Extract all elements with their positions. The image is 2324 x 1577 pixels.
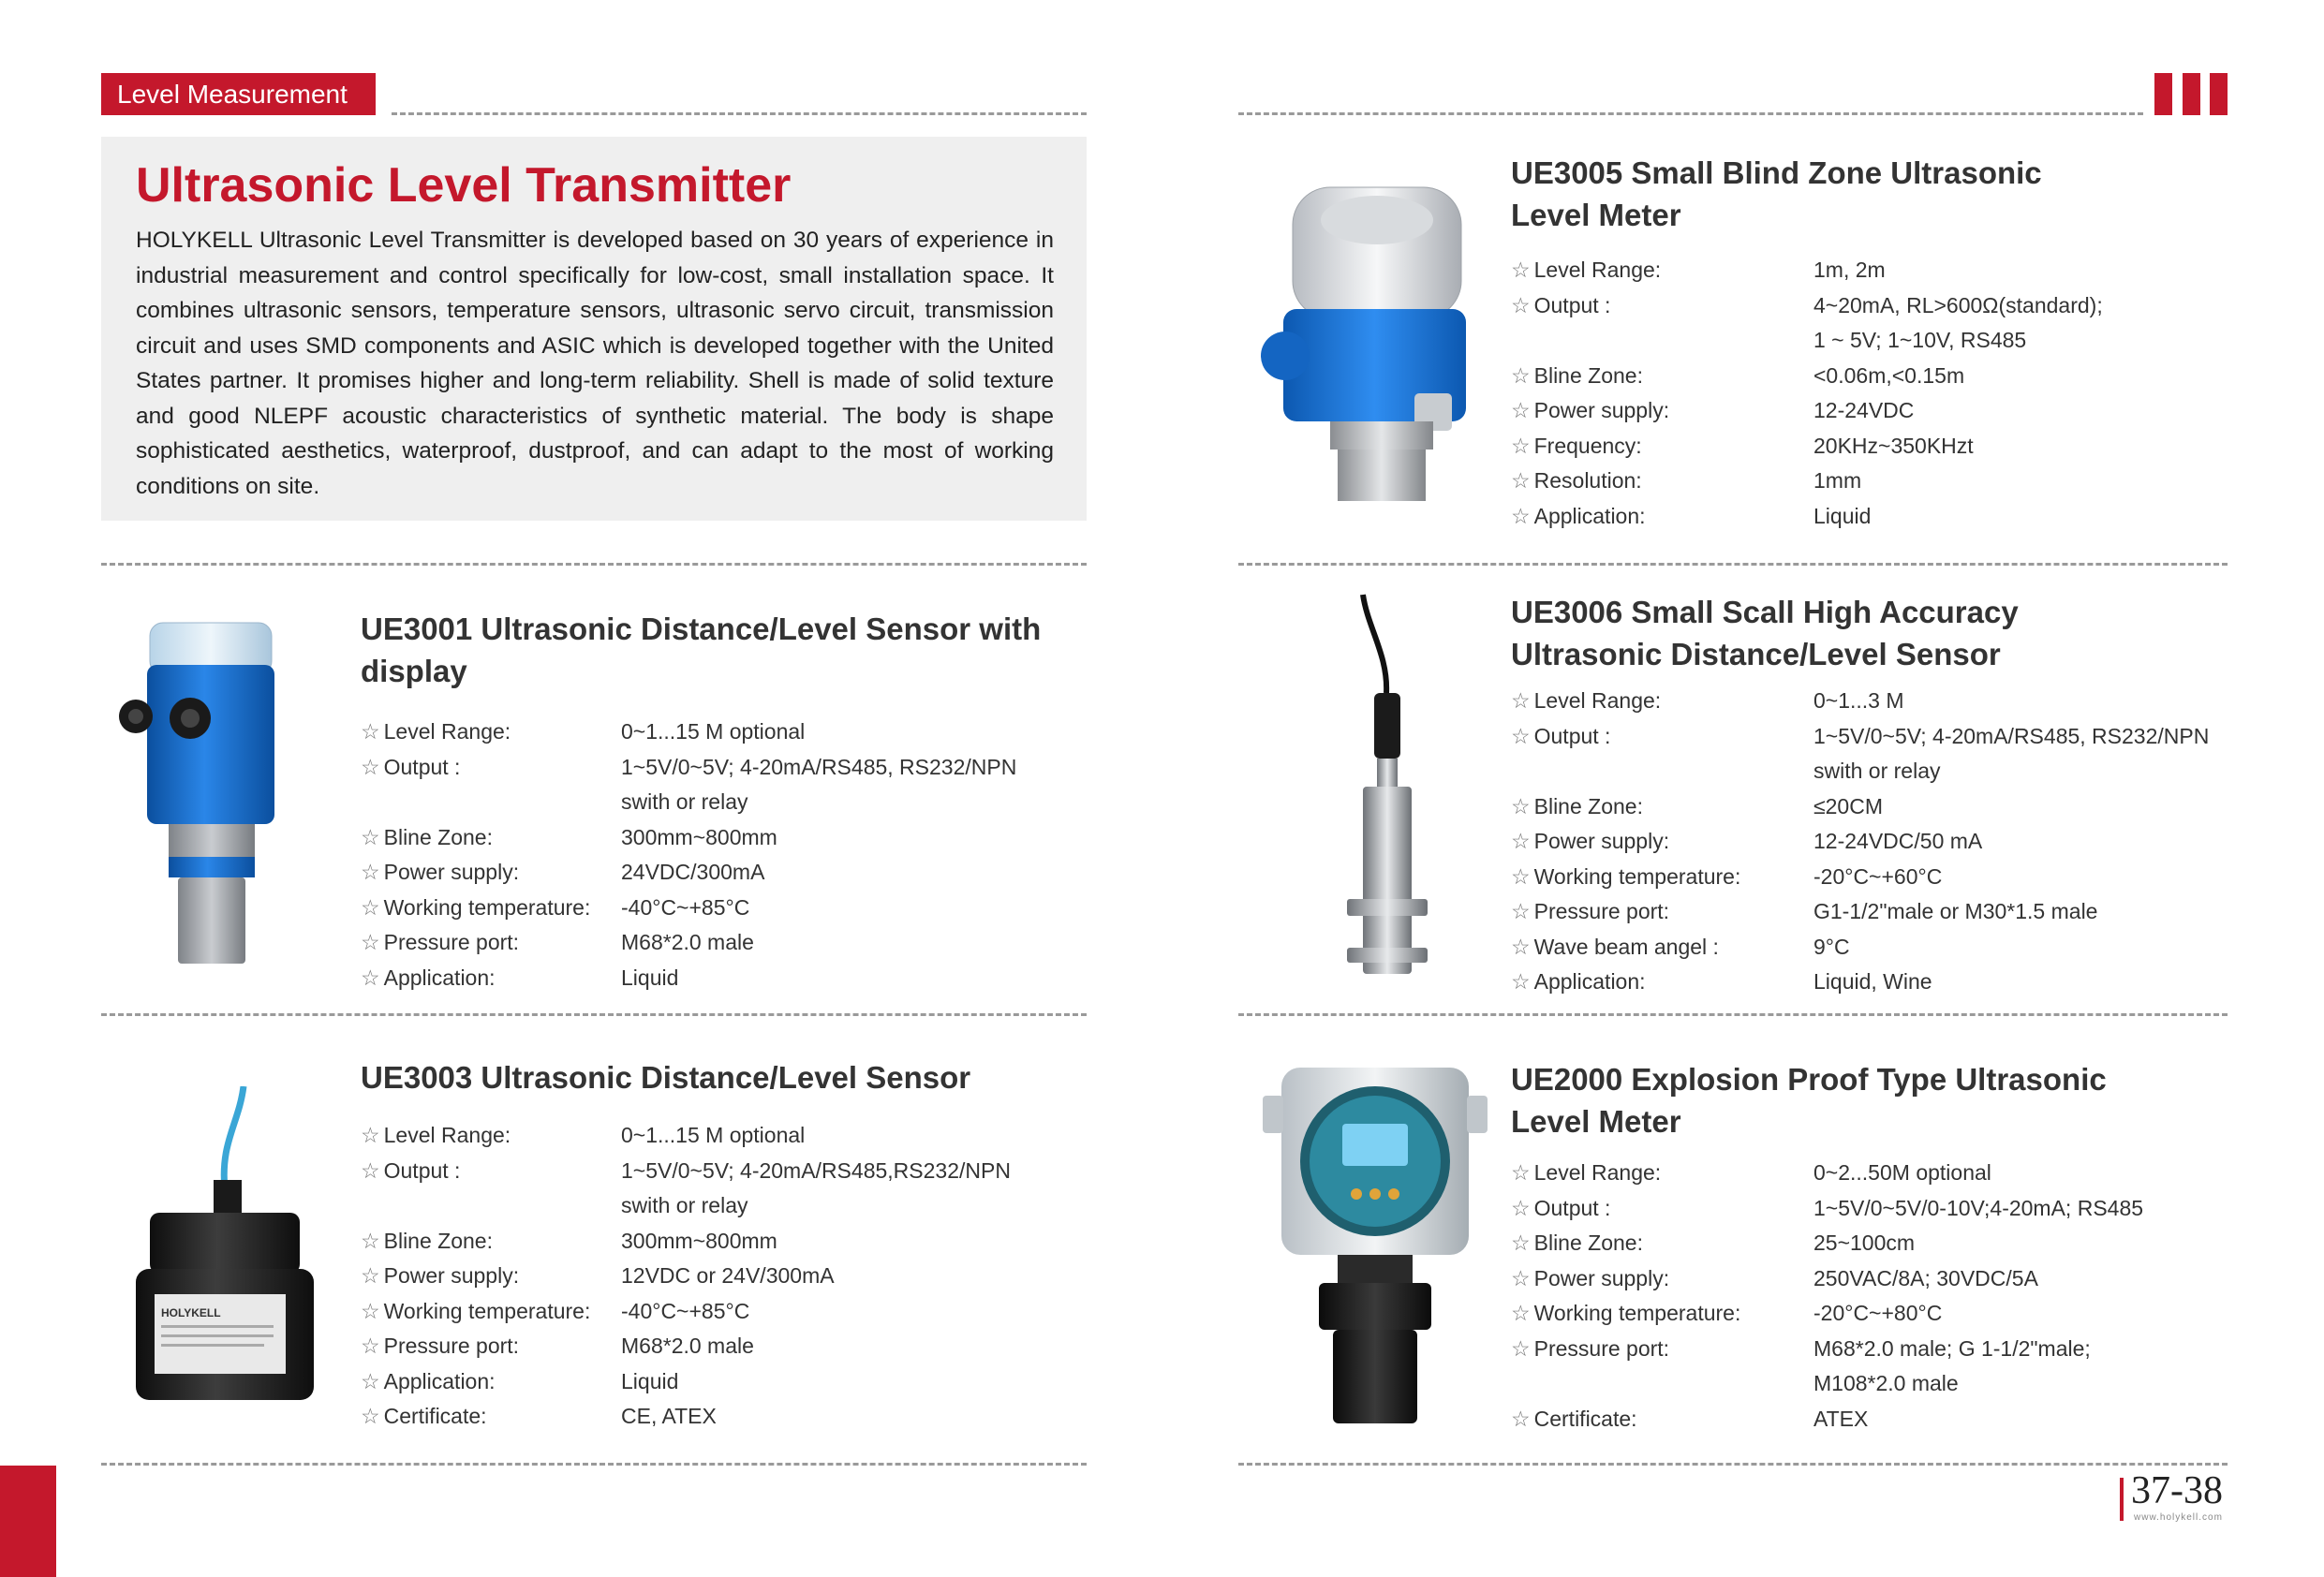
spec-label <box>361 1118 621 1154</box>
star-icon: ☆ <box>1511 292 1531 317</box>
spec-row <box>361 1188 1011 1224</box>
spec-label-text: Output : <box>1533 723 1611 748</box>
spec-label-text: Level Range: <box>383 719 511 744</box>
spec-label <box>361 891 621 926</box>
spec-label-text: Working temperature: <box>1533 863 1741 889</box>
spec-row <box>361 1259 1011 1294</box>
star-icon: ☆ <box>1511 1335 1531 1361</box>
spec-label <box>1511 1296 1813 1332</box>
spec-row <box>1511 464 2103 499</box>
spec-label-text: Bline Zone: <box>383 1228 493 1253</box>
star-icon: ☆ <box>1511 1195 1531 1220</box>
spec-label-text: Resolution: <box>1533 468 1642 493</box>
spec-label <box>1511 253 1813 288</box>
spec-value: 0~1...15 M optional <box>621 719 806 744</box>
spec-label <box>1511 894 1813 930</box>
spec-row <box>1511 860 2209 895</box>
spec-label <box>361 1329 621 1364</box>
spec-label-text: Power supply: <box>1533 1265 1670 1290</box>
spec-label-text: Bline Zone: <box>1533 793 1643 818</box>
spec-label <box>361 1154 621 1189</box>
spec-value: Liquid <box>621 1368 679 1393</box>
spec-value: Liquid <box>621 965 679 990</box>
ue2000-title <box>1511 1058 2223 1142</box>
ue3003-spec-list <box>361 1118 1011 1435</box>
spec-value: 1~5V/0~5V; 4-20mA/RS485, RS232/NPN <box>621 754 1017 779</box>
section-tag: Level Measurement <box>101 73 376 115</box>
star-icon: ☆ <box>361 1334 380 1358</box>
spec-label <box>361 715 621 750</box>
star-icon: ☆ <box>361 824 380 849</box>
spec-row <box>1511 323 2103 359</box>
spec-value: 4~20mA, RL>600Ω(standard); <box>1813 292 2103 317</box>
star-icon: ☆ <box>1511 503 1531 528</box>
ue3006-title <box>1511 591 2223 675</box>
spec-label <box>1511 359 1813 394</box>
ue3003-sensor-brand-label: HOLYKELL <box>161 1306 221 1319</box>
spec-value: -20°C~+80°C <box>1813 1301 1943 1325</box>
ue2000-spec-list <box>1511 1156 2143 1437</box>
spec-label <box>1511 860 1813 895</box>
spec-row <box>361 1329 1011 1364</box>
ue2000-title-line2: Level Meter <box>1511 1104 1681 1139</box>
spec-row <box>1511 1156 2143 1191</box>
spec-label-text: Pressure port: <box>1533 1335 1670 1361</box>
spec-label-text: Application: <box>383 1368 496 1393</box>
spec-label-text: Power supply: <box>383 1263 520 1288</box>
spec-label-text: Certificate: <box>383 1404 487 1428</box>
spec-value: M68*2.0 male; G 1-1/2"male; <box>1813 1335 2091 1361</box>
spec-row <box>1511 965 2209 1000</box>
page-title: Ultrasonic Level Transmitter <box>136 158 792 213</box>
spec-label-text: Pressure port: <box>383 930 520 954</box>
spec-row <box>361 1224 1011 1260</box>
spec-value: Liquid, Wine <box>1813 969 1932 994</box>
spec-row <box>361 855 1016 891</box>
spec-label-text: Output : <box>383 1157 461 1183</box>
star-icon: ☆ <box>361 1404 380 1428</box>
spec-label <box>1511 824 1813 860</box>
spec-label-text: Power supply: <box>1533 829 1670 853</box>
spec-row <box>361 1364 1011 1400</box>
spec-row <box>361 1154 1011 1189</box>
footer-url: www.holykell.com <box>2134 1512 2223 1523</box>
spec-value: 9°C <box>1813 934 1850 959</box>
spec-label <box>1511 965 1813 1000</box>
ue3001-title-line2: display <box>361 654 467 688</box>
spec-row <box>1511 930 2209 965</box>
ue3005-product-image <box>1255 178 1489 515</box>
divider <box>1238 563 2228 566</box>
star-icon: ☆ <box>361 860 380 884</box>
spec-label-text: Certificate: <box>1533 1406 1637 1431</box>
star-icon: ☆ <box>361 1263 380 1288</box>
star-icon: ☆ <box>1511 1231 1531 1255</box>
spec-row <box>1511 684 2209 719</box>
spec-value: 0~1...3 M <box>1813 688 1904 713</box>
spec-label-text: Pressure port: <box>383 1334 520 1358</box>
spec-value: 12VDC or 24V/300mA <box>621 1263 835 1288</box>
brand-bars-logo <box>2154 73 2228 115</box>
spec-label-text: Bline Zone: <box>383 824 493 849</box>
ue3006-title-line2: Ultrasonic Distance/Level Sensor <box>1511 637 2001 671</box>
spec-label <box>1511 754 1813 789</box>
star-icon: ☆ <box>361 754 380 779</box>
divider <box>101 1463 1087 1466</box>
divider <box>101 1013 1087 1016</box>
spec-value: 1mm <box>1813 468 1862 493</box>
spec-label <box>1511 1366 1813 1402</box>
spec-label <box>361 925 621 961</box>
spec-row <box>1511 1366 2143 1402</box>
spec-label-text: Pressure port: <box>1533 899 1670 923</box>
ue3005-title <box>1511 152 2223 236</box>
spec-label-text: Bline Zone: <box>1533 1231 1643 1255</box>
spec-label-text: Working temperature: <box>1533 1301 1741 1325</box>
star-icon: ☆ <box>361 965 380 990</box>
spec-row <box>1511 1402 2143 1437</box>
star-icon: ☆ <box>1511 1160 1531 1185</box>
spec-value: swith or relay <box>621 1193 748 1217</box>
spec-label-text: Level Range: <box>1533 688 1662 713</box>
star-icon: ☆ <box>361 719 380 744</box>
spec-label <box>1511 1156 1813 1191</box>
spec-label <box>1511 684 1813 719</box>
spec-label-text: Frequency: <box>1533 433 1642 458</box>
star-icon: ☆ <box>1511 433 1531 458</box>
spec-row <box>1511 393 2103 429</box>
star-icon: ☆ <box>1511 1406 1531 1431</box>
star-icon: ☆ <box>1511 1301 1531 1325</box>
star-icon: ☆ <box>361 1368 380 1393</box>
header-divider-right <box>1238 112 2143 115</box>
spec-row <box>1511 499 2103 535</box>
spec-row <box>361 785 1016 820</box>
spec-label-text: Working temperature: <box>383 894 591 920</box>
spec-row <box>1511 1226 2143 1261</box>
spec-value: 0~2...50M optional <box>1813 1160 1991 1185</box>
spec-label-text: Output : <box>383 754 461 779</box>
ue3003-product-image <box>131 1086 328 1405</box>
ue3003-title-line1: UE3003 Ultrasonic Distance/Level Sensor <box>361 1060 971 1095</box>
spec-value: 1 ~ 5V; 1~10V, RS485 <box>1813 328 2027 352</box>
spec-value: 20KHz~350KHzt <box>1813 433 1974 458</box>
spec-row <box>1511 253 2103 288</box>
spec-label <box>1511 1226 1813 1261</box>
star-icon: ☆ <box>1511 934 1531 959</box>
spec-label <box>1511 323 1813 359</box>
spec-value: swith or relay <box>1813 759 1941 783</box>
spec-row <box>361 750 1016 786</box>
spec-label-text: Working temperature: <box>383 1298 591 1323</box>
spec-row <box>1511 719 2209 755</box>
spec-label <box>361 820 621 856</box>
spec-label <box>1511 1261 1813 1297</box>
spec-label-text: Power supply: <box>383 860 520 884</box>
spec-row <box>361 715 1016 750</box>
spec-label <box>361 785 621 820</box>
divider <box>1238 1463 2228 1466</box>
star-icon: ☆ <box>1511 863 1531 889</box>
ue3003-title <box>361 1056 1091 1098</box>
spec-value: 1~5V/0~5V/0-10V;4-20mA; RS485 <box>1813 1195 2144 1220</box>
spec-value: CE, ATEX <box>621 1404 717 1428</box>
divider <box>1238 1013 2228 1016</box>
spec-label-text: Bline Zone: <box>1533 362 1643 388</box>
ue3006-spec-list <box>1511 684 2209 1000</box>
spec-value: 1~5V/0~5V; 4-20mA/RS485, RS232/NPN <box>1813 723 2210 748</box>
spec-label <box>361 1188 621 1224</box>
spec-value: 1~5V/0~5V; 4-20mA/RS485,RS232/NPN <box>621 1157 1011 1183</box>
spec-label-text: Application: <box>383 965 496 990</box>
ue3005-spec-list <box>1511 253 2103 534</box>
star-icon: ☆ <box>1511 362 1531 388</box>
star-icon: ☆ <box>1511 258 1531 282</box>
spec-row <box>1511 789 2209 825</box>
spec-row <box>1511 1332 2143 1367</box>
spec-label-text: Application: <box>1533 969 1646 994</box>
star-icon: ☆ <box>1511 468 1531 493</box>
spec-label <box>361 1224 621 1260</box>
page-number-bar <box>2120 1478 2124 1521</box>
spec-value: <0.06m,<0.15m <box>1813 362 1965 388</box>
spec-label <box>361 1259 621 1294</box>
spec-row <box>1511 359 2103 394</box>
spec-label <box>1511 930 1813 965</box>
spec-value: swith or relay <box>621 789 748 814</box>
spec-value: Liquid <box>1813 503 1872 528</box>
divider <box>101 563 1087 566</box>
page-numbers: 37-38 <box>2131 1469 2223 1512</box>
spec-value: 0~1...15 M optional <box>621 1123 806 1147</box>
star-icon: ☆ <box>1511 398 1531 422</box>
spec-label <box>1511 1332 1813 1367</box>
spec-value: ATEX <box>1813 1406 1869 1431</box>
spec-value: M108*2.0 male <box>1813 1371 1959 1395</box>
spec-row <box>361 925 1016 961</box>
header-divider-left <box>392 112 1087 115</box>
spec-label <box>361 961 621 996</box>
spec-row <box>1511 894 2209 930</box>
ue3001-title-line1: UE3001 Ultrasonic Distance/Level Sensor with <box>361 612 1042 646</box>
spec-value: 12-24VDC <box>1813 398 1915 422</box>
star-icon: ☆ <box>361 1228 380 1253</box>
star-icon: ☆ <box>361 1298 380 1323</box>
spec-row <box>1511 1296 2143 1332</box>
ue3001-spec-list <box>361 715 1016 995</box>
ue2000-title-line1: UE2000 Explosion Proof Type Ultrasonic <box>1511 1062 2107 1097</box>
spec-value: 12-24VDC/50 mA <box>1813 829 1983 853</box>
spec-label <box>361 1364 621 1400</box>
spec-row <box>361 1399 1011 1435</box>
spec-value: M68*2.0 male <box>621 1334 754 1358</box>
star-icon: ☆ <box>361 894 380 920</box>
corner-red-block <box>0 1466 56 1577</box>
star-icon: ☆ <box>1511 723 1531 748</box>
spec-label <box>1511 499 1813 535</box>
spec-value: 24VDC/300mA <box>621 860 765 884</box>
spec-label-text: Level Range: <box>1533 258 1662 282</box>
star-icon: ☆ <box>1511 688 1531 713</box>
ue3006-product-image <box>1330 590 1443 983</box>
star-icon: ☆ <box>1511 899 1531 923</box>
ue3005-title-line2: Level Meter <box>1511 198 1681 232</box>
intro-text: HOLYKELL Ultrasonic Level Transmitter is developed based on 30 years of experience in industrial measurement and control specifically for low-cost, small installation space. It combines ultrasonic sensors, temperature sensors, ultrasonic servo circuit, transmission circuit and uses SMD components and ASIC which is developed together with the United States partner. It promises higher and long-term reliability. Shell is made of solid texture and good NLEPF acoustic characteristics of synthetic material. The body is shape sophisticated aesthetics, waterproof, dustproof, and can adapt to the most of working conditions on site. <box>136 228 1054 499</box>
spec-label-text: Power supply: <box>1533 398 1670 422</box>
spec-value: -40°C~+85°C <box>621 1298 750 1323</box>
star-icon: ☆ <box>361 1157 380 1183</box>
star-icon: ☆ <box>361 1123 380 1147</box>
spec-label <box>361 750 621 786</box>
spec-value: -20°C~+60°C <box>1813 863 1943 889</box>
spec-label <box>1511 1402 1813 1437</box>
spec-row <box>361 891 1016 926</box>
spec-label <box>1511 719 1813 755</box>
spec-row <box>361 1294 1011 1330</box>
ue3006-title-line1: UE3006 Small Scall High Accuracy <box>1511 595 2019 629</box>
spec-row <box>1511 1191 2143 1227</box>
spec-label-text: Level Range: <box>1533 1160 1662 1185</box>
spec-label <box>1511 429 1813 464</box>
spec-row <box>361 820 1016 856</box>
spec-value: 300mm~800mm <box>621 824 777 849</box>
spec-row <box>1511 754 2209 789</box>
ue3005-title-line1: UE3005 Small Blind Zone Ultrasonic <box>1511 155 2042 190</box>
spec-label-text: Application: <box>1533 503 1646 528</box>
ue3001-title <box>361 608 1091 692</box>
spec-label-text: Level Range: <box>383 1123 511 1147</box>
star-icon: ☆ <box>1511 829 1531 853</box>
spec-value: M68*2.0 male <box>621 930 754 954</box>
spec-label <box>361 1399 621 1435</box>
spec-value: 300mm~800mm <box>621 1228 777 1253</box>
spec-row <box>1511 824 2209 860</box>
spec-value: G1-1/2"male or M30*1.5 male <box>1813 899 2098 923</box>
ue2000-product-image <box>1263 1063 1488 1428</box>
spec-label <box>1511 789 1813 825</box>
ue3001-product-image <box>108 613 314 969</box>
star-icon: ☆ <box>1511 969 1531 994</box>
spec-label-text: Output : <box>1533 292 1611 317</box>
star-icon: ☆ <box>361 930 380 954</box>
spec-value: ≤20CM <box>1813 793 1883 818</box>
spec-value: -40°C~+85°C <box>621 894 750 920</box>
spec-label-text: Wave beam angel : <box>1533 934 1719 959</box>
spec-value: 25~100cm <box>1813 1231 1916 1255</box>
spec-label <box>361 855 621 891</box>
spec-row <box>1511 1261 2143 1297</box>
star-icon: ☆ <box>1511 1265 1531 1290</box>
spec-row <box>361 1118 1011 1154</box>
star-icon: ☆ <box>1511 793 1531 818</box>
intro-box <box>101 137 1087 521</box>
spec-label <box>1511 288 1813 324</box>
spec-row <box>1511 288 2103 324</box>
spec-row <box>361 961 1016 996</box>
spec-value: 1m, 2m <box>1813 258 1886 282</box>
spec-row <box>1511 429 2103 464</box>
spec-label <box>1511 1191 1813 1227</box>
spec-value: 250VAC/8A; 30VDC/5A <box>1813 1265 2038 1290</box>
spec-label <box>1511 393 1813 429</box>
spec-label <box>1511 464 1813 499</box>
spec-label-text: Output : <box>1533 1195 1611 1220</box>
spec-label <box>361 1294 621 1330</box>
